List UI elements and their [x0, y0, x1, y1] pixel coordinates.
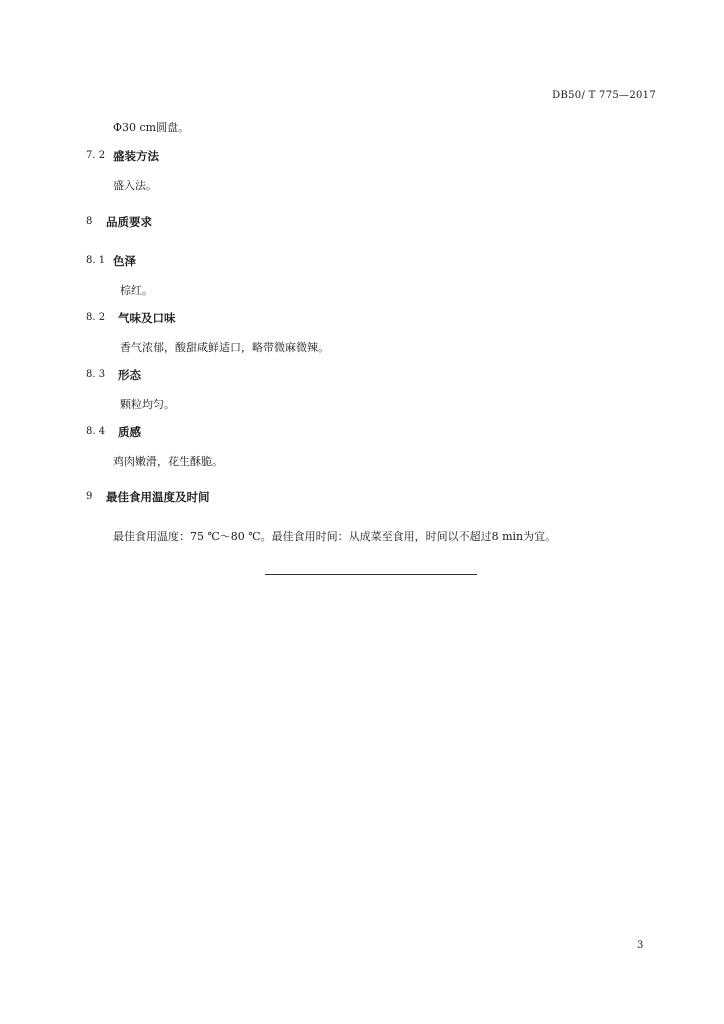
section-8-3-number: 8. 3	[86, 369, 106, 380]
section-8-2-number: 8. 2	[86, 312, 106, 323]
section-8-3-body: 颗粒均匀。	[120, 398, 175, 411]
section-7-2-title: 盛装方法	[113, 149, 159, 163]
plate-spec-text: Φ30 cm圆盘。	[113, 121, 190, 134]
end-of-document-rule	[265, 574, 477, 575]
section-8-4-title: 质感	[118, 425, 141, 439]
section-8-number: 8	[86, 216, 93, 227]
document-code-header: DB50/ T 775—2017	[552, 90, 656, 101]
section-7-2-number: 7. 2	[86, 150, 106, 161]
section-9-title: 最佳食用温度及时间	[106, 490, 210, 504]
section-7-2-body: 盛入法。	[113, 179, 157, 192]
section-8-2-body: 香气浓郁，酸甜咸鲜适口，略带微麻微辣。	[120, 341, 329, 354]
page-number: 3	[637, 940, 644, 951]
section-8-4-body: 鸡肉嫩滑，花生酥脆。	[113, 455, 223, 468]
section-8-1-body: 棕红。	[120, 284, 153, 297]
section-8-2-title: 气味及口味	[118, 311, 176, 325]
section-8-3-title: 形态	[118, 368, 141, 382]
section-9-number: 9	[86, 491, 93, 502]
section-8-1-title: 色泽	[113, 254, 136, 268]
section-8-title: 品质要求	[106, 215, 152, 229]
section-9-body: 最佳食用温度：75 ℃～80 ℃。最佳食用时间：从成菜至食用，时间以不超过8 min为宜。	[113, 530, 557, 543]
section-8-1-number: 8. 1	[86, 255, 106, 266]
section-8-4-number: 8. 4	[86, 426, 106, 437]
